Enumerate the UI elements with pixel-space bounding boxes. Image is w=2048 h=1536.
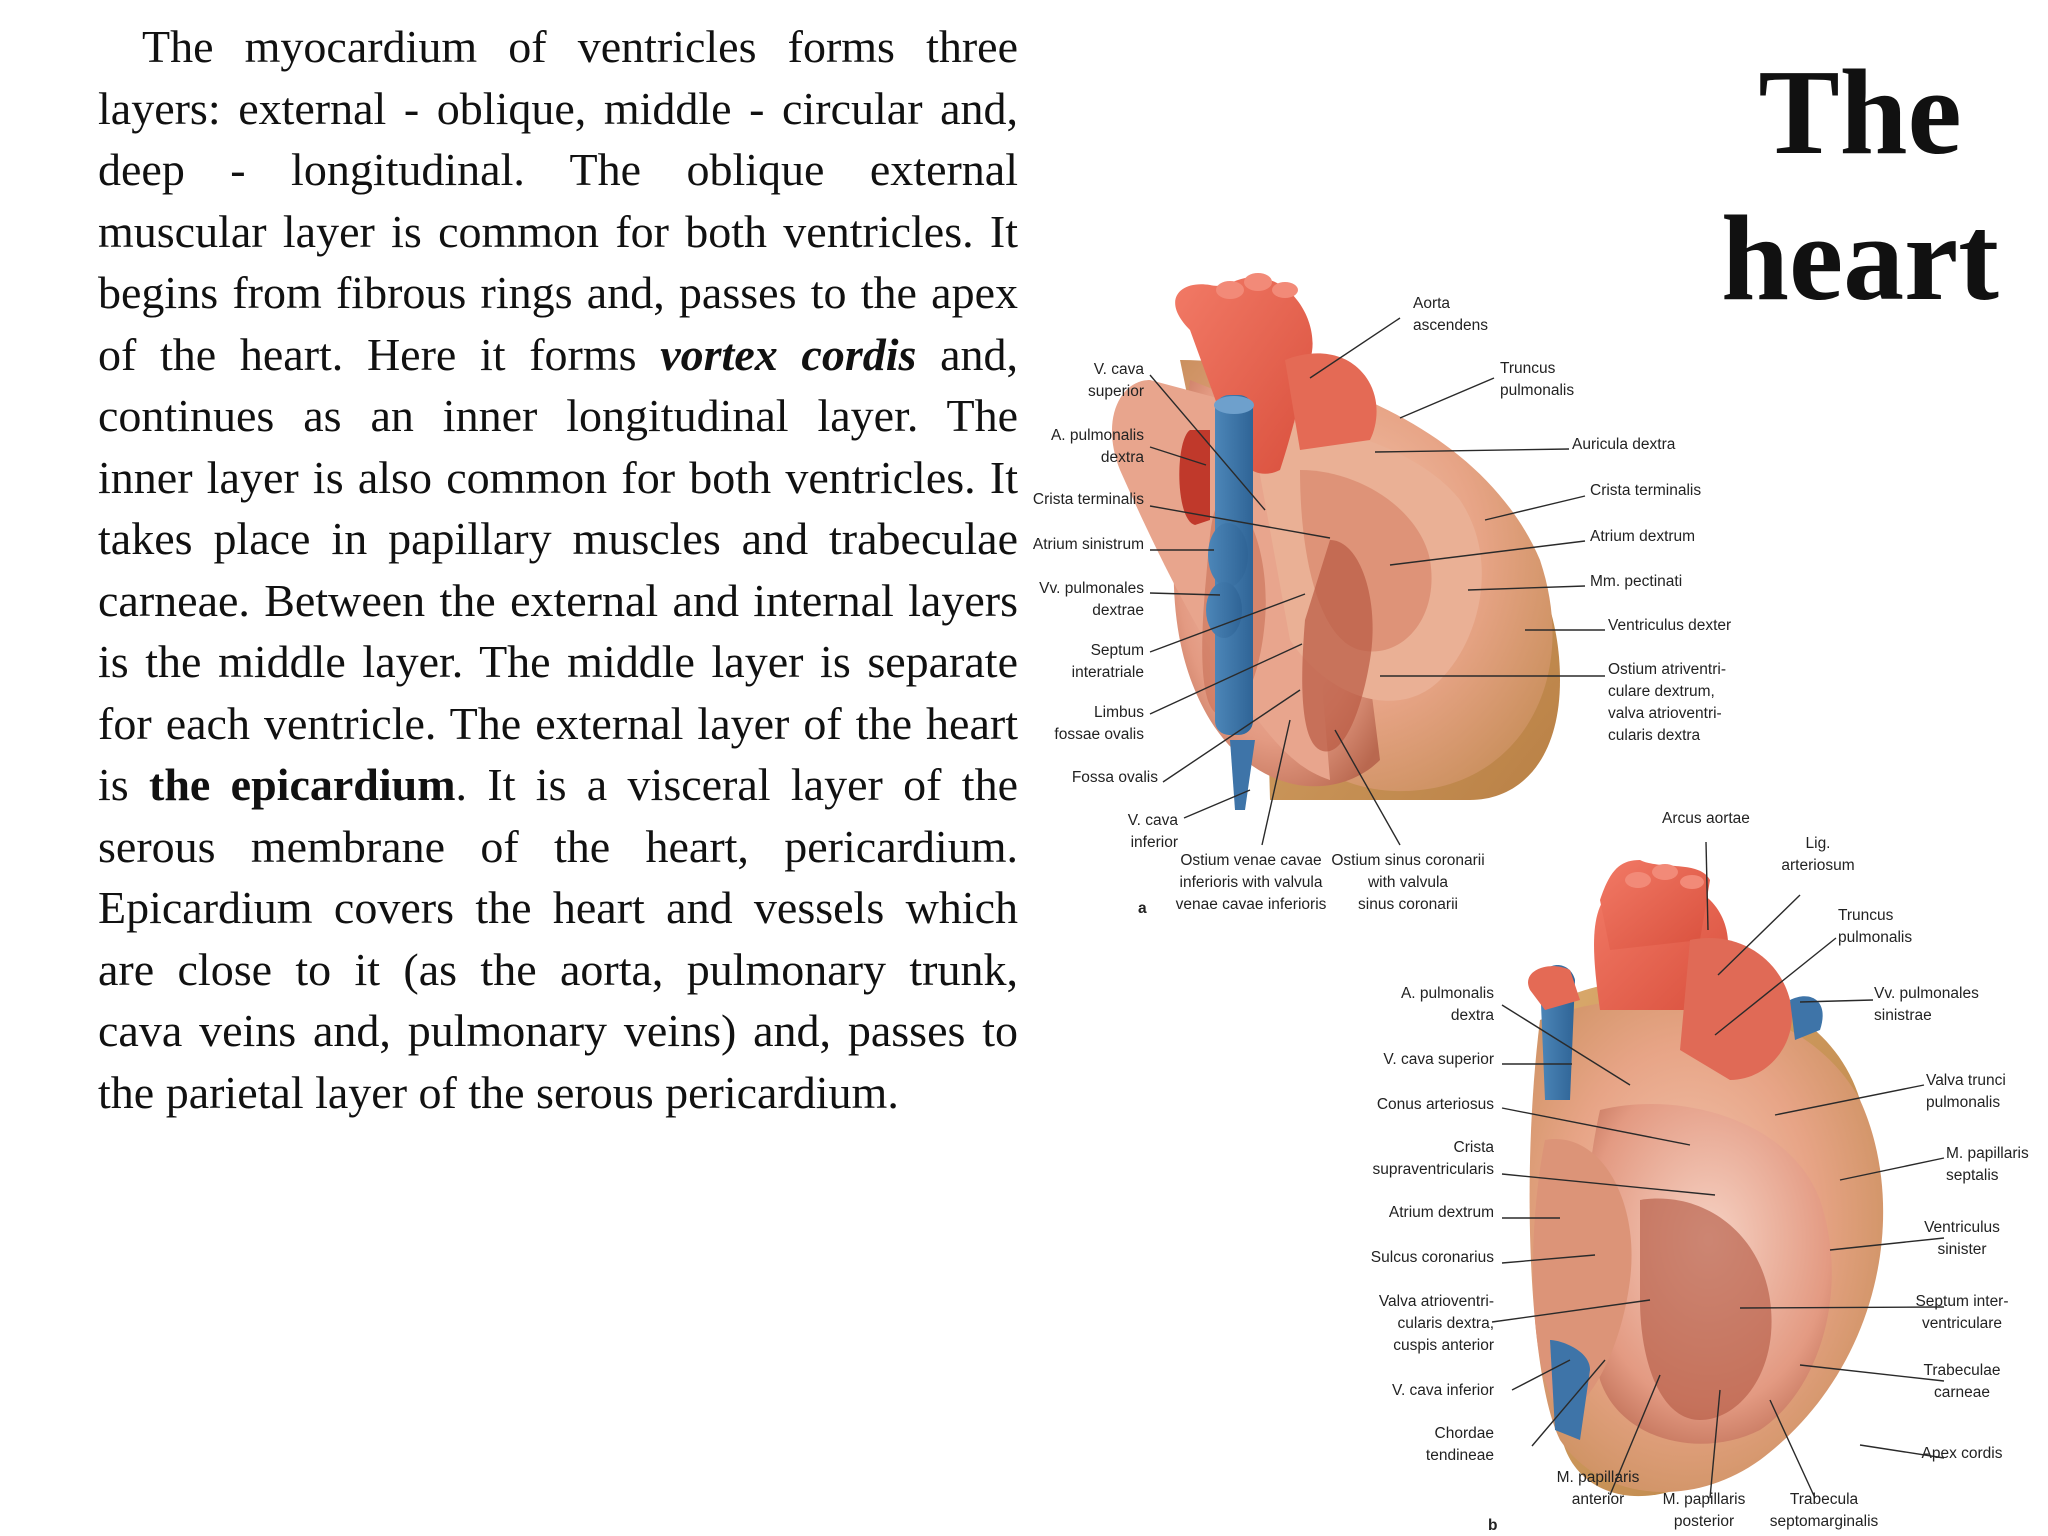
anatomy-label-line: sinus coronarii [1358,896,1458,913]
anatomy-label-line: interatriale [1071,664,1144,681]
anatomy-label [1770,1491,1879,1530]
anatomy-label-line: dextra [1100,449,1144,466]
anatomy-label-line: Crista terminalis [1032,491,1144,508]
anatomy-label [1590,528,1695,545]
anatomy-label [1072,642,1144,681]
anatomy-label [1033,536,1144,553]
anatomy-label-line: inferioris with valvula [1179,874,1323,891]
anatomy-label-line: Crista terminalis [1590,482,1702,499]
anatomy-label-line: Truncus [1500,360,1556,377]
anatomy-label [1373,1139,1495,1178]
anatomy-label [1371,1249,1494,1266]
figure-b-letter: b [1488,1517,1498,1534]
anatomy-label [1054,704,1144,743]
anatomy-label-line: Ventriculus dexter [1608,617,1732,634]
anatomy-label [1377,1096,1494,1113]
anatomy-label [1379,1293,1494,1354]
anatomy-label [1590,573,1682,590]
paragraph-run: . It is a visceral layer of the serous membrane of the heart, pericardium. Epicardium covers the heart and vessels which are close to it (as the aorta, pulmonary trunk, cava veins and, pulmonary veins) and, passes to the parietal layer of the serous pericardium. [98,759,1018,1118]
anatomy-label [1590,482,1701,499]
anatomy-label [1176,852,1327,913]
anatomy-label-line: Limbus [1094,704,1144,721]
anatomy-label-line: carneae [1933,1384,1991,1401]
anatomy-label-line: Valva trunci [1926,1072,2006,1089]
anatomy-label-line: Chordae [1434,1425,1494,1442]
heart-figure-a [1112,273,1560,810]
anatomy-label [1401,985,1494,1024]
anatomy-label-line: Trabecula [1789,1491,1859,1508]
anatomy-label-line: ventriculare [1921,1315,2003,1332]
anatomy-label-line: Arcus aortae [1662,810,1750,827]
anatomy-label-line: dextrae [1092,602,1144,619]
anatomy-label [1662,810,1750,827]
anatomy-label-line: Valva atrioventri- [1378,1293,1494,1310]
anatomy-label-line: Ostium sinus coronarii [1331,852,1485,869]
anatomy-label-line: Apex cordis [1921,1445,2003,1462]
anatomy-label-line: sinistrae [1874,1007,1932,1024]
anatomy-label-line: M. papillaris [1662,1491,1746,1508]
anatomy-label-line: V. cava [1093,361,1144,378]
anatomy-label-line: with valvula [1367,874,1449,891]
anatomy-label-line: Septum [1090,642,1144,659]
anatomy-label-line: Crista [1453,1139,1494,1156]
anatomy-label-line: A. pulmonalis [1050,427,1144,444]
anatomy-label-line: septomarginalis [1769,1513,1879,1530]
anatomy-label [1383,1051,1494,1068]
anatomy-label [1608,661,1726,744]
anatomy-label-line: ascendens [1413,317,1488,334]
leader-line [1400,378,1494,418]
anatomy-label [1838,907,1912,946]
anatomy-label [1608,617,1731,634]
anatomy-label-line: valva atrioventri- [1608,705,1722,722]
paragraph-run: the epicardium [149,759,456,810]
anatomy-label-line: Trabeculae [1923,1362,2001,1379]
anatomy-label-line: Auricula dextra [1572,436,1676,453]
anatomy-label-line: Ventriculus [1924,1219,2000,1236]
anatomy-label-line: Atrium dextrum [1590,528,1696,545]
anatomy-label-line: sinister [1937,1241,1987,1258]
anatomy-label-line: cularis dextra [1608,727,1701,744]
anatomy-label-line: Sulcus coronarius [1370,1249,1494,1266]
figure-a-letter: a [1138,900,1147,917]
paragraph-run: and, continues as an inner longitudinal layer. The inner layer is also common for both ventricles. It takes place in papillary muscles and trabeculae carneae. Between the external and internal layers is the middle layer. The middle layer is separate for each ventricle. The external layer of the heart is [98,328,1018,810]
anatomy-label-line: Mm. pectinati [1590,573,1683,590]
paragraph-run: vortex cordis [660,328,917,380]
anatomy-label-line: Ostium venae cavae [1180,852,1322,869]
anatomy-label [1088,361,1144,400]
anatomy-label-line: Atrium dextrum [1388,1204,1494,1221]
anatomy-label [1572,436,1676,453]
anatomy-label-line: tendineae [1425,1447,1494,1464]
heart-figure-b [1528,860,1883,1496]
anatomy-label [1500,360,1574,399]
anatomy-label [1915,1293,2008,1332]
slide-title: The heart [1721,45,1999,326]
anatomy-label [1663,1491,1746,1530]
anatomy-label [1946,1145,2029,1184]
anatomy-label [1926,1072,2006,1111]
anatomy-label [1033,491,1144,508]
anatomy-label [1392,1382,1494,1399]
anatomy-label-line: cularis dextra, [1397,1315,1494,1332]
anatomy-label [1874,985,1979,1024]
anatomy-label [1426,1425,1494,1464]
anatomy-label-line: pulmonalis [1838,929,1913,946]
anatomy-label-line: Aorta [1413,295,1451,312]
anatomy-label-line: V. cava [1127,812,1178,829]
anatomy-label-line: fossae ovalis [1054,726,1144,743]
anatomy-label-line: posterior [1673,1513,1735,1530]
anatomy-label-line: Truncus [1838,907,1894,924]
anatomy-label [1781,835,1854,874]
anatomy-label-line: pulmonalis [1500,382,1575,399]
anatomy-label-line: A. pulmonalis [1400,985,1494,1002]
anatomy-label-line: Ostium atriventri- [1608,661,1726,678]
anatomy-label [1413,295,1488,334]
anatomy-label-line: Lig. [1805,835,1831,852]
anatomy-label-line: M. papillaris [1946,1145,2029,1162]
anatomy-label-line: M. papillaris [1556,1469,1640,1486]
anatomy-label-line: Septum inter- [1915,1293,2009,1310]
anatomy-label-line: superior [1088,383,1144,400]
anatomy-label-line: inferior [1130,834,1178,851]
anatomy-label-line: Atrium sinistrum [1032,536,1144,553]
anatomy-label-line: anterior [1571,1491,1625,1508]
anatomy-label-line: Vv. pulmonales [1039,580,1144,597]
anatomy-label [1389,1204,1494,1221]
anatomy-label-line: venae cavae inferioris [1175,896,1327,913]
anatomy-label [1128,812,1179,851]
anatomy-label-line: V. cava superior [1383,1051,1494,1068]
anatomy-label [1922,1445,2003,1462]
anatomy-label-line: Vv. pulmonales [1874,985,1979,1002]
paragraph-run: The myocardium of ventricles forms three layers: external - oblique, middle - circular and, deep - longitudinal. The oblique external muscular layer is common for both ventricles. It begins from fibrous rings and, passes to the apex of the heart. Here it forms [98,21,1018,380]
anatomy-label-line: dextra [1450,1007,1494,1024]
anatomy-label-line: arteriosum [1781,857,1855,874]
anatomy-label-line: Fossa ovalis [1071,769,1158,786]
anatomy-label-line: V. cava inferior [1392,1382,1494,1399]
anatomy-label-line: culare dextrum, [1608,683,1715,700]
anatomy-label [1331,852,1484,913]
anatomy-label-line: septalis [1946,1167,1999,1184]
anatomy-label-line: supraventricularis [1372,1161,1494,1178]
anatomy-label-line: Conus arteriosus [1376,1096,1494,1113]
anatomy-label [1039,580,1144,619]
anatomy-label [1924,1362,2001,1401]
anatomy-label [1072,769,1158,786]
anatomy-label-line: pulmonalis [1926,1094,2001,1111]
anatomy-label-line: cuspis anterior [1393,1337,1494,1354]
